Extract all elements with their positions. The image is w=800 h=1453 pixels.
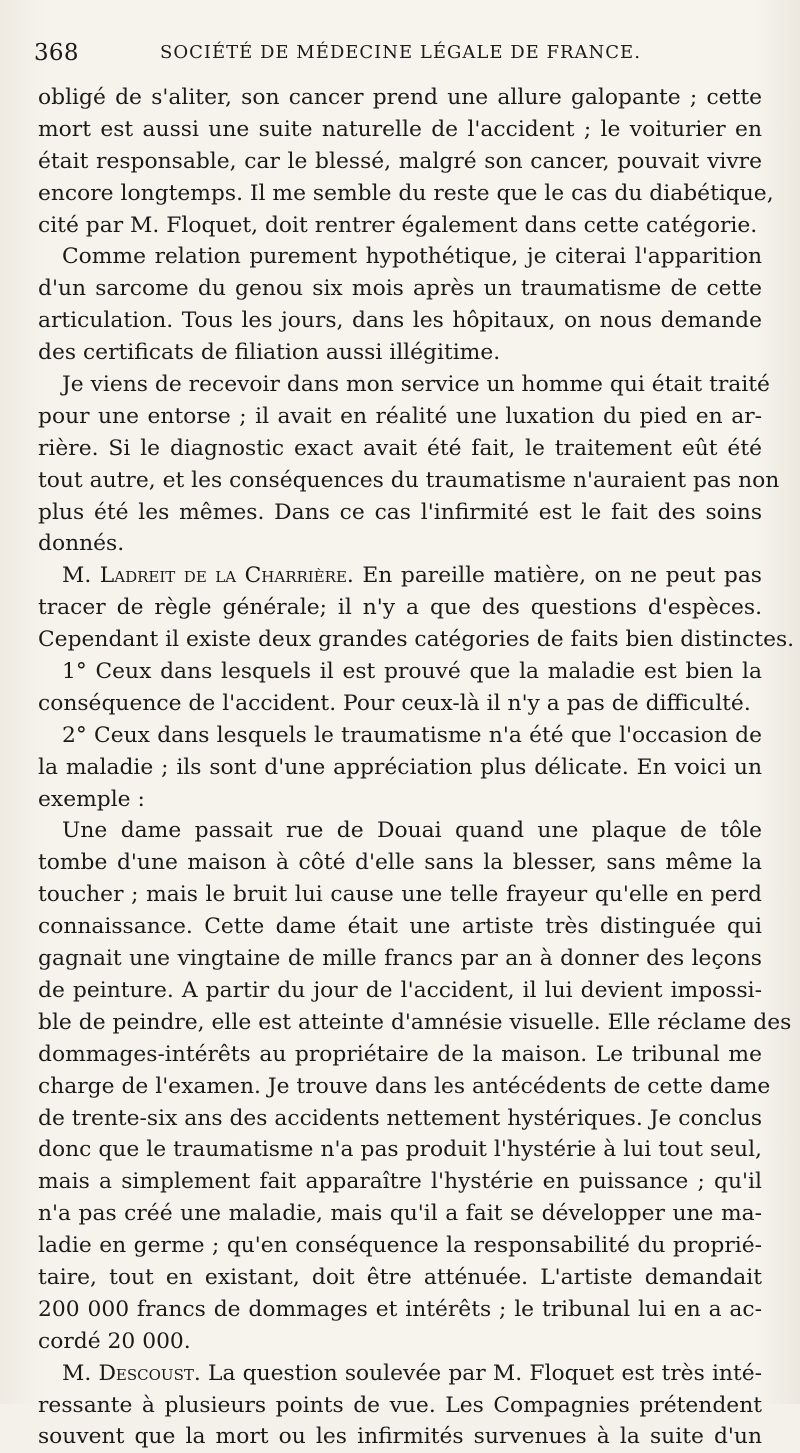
text-line: pour une entorse ; il avait en réalité une luxation du pied en ar-	[38, 403, 762, 429]
text-line: toucher ; mais le bruit lui cause une telle frayeur qu'elle en perd	[38, 882, 762, 908]
text-line: tombe d'une maison à côté d'elle sans la blesser, sans même la	[38, 850, 762, 876]
text-line: donnés.	[38, 531, 125, 557]
text-line: 200 000 francs de dommages et intérêts ; le tribunal lui en a ac-	[38, 1296, 762, 1322]
speaker-name: M. Descoust.	[62, 1360, 201, 1386]
text-line: tout autre, et les conséquences du traumatisme n'auraient pas non	[38, 467, 780, 493]
text-line: articulation. Tous les jours, dans les hôpitaux, on nous demande	[38, 308, 762, 334]
text-line: taire, tout en existant, doit être atténuée. L'artiste demandait	[38, 1264, 762, 1290]
line-text: La question soulevée par M. Floquet est très inté-	[200, 1360, 762, 1386]
text-line: donc que le traumatisme n'a pas produit l'hystérie à lui tout seul,	[38, 1137, 762, 1163]
text-line	[38, 1358, 762, 1390]
text-line: la maladie ; ils sont d'une appréciation plus délicate. En voici un	[38, 754, 762, 780]
text-line: tracer de règle générale; il n'y a que des questions d'espèces.	[38, 595, 762, 621]
text-line: n'a pas créé une maladie, mais qu'il a fait se développer une ma-	[38, 1201, 762, 1227]
text-line	[38, 560, 762, 592]
text-line: d'un sarcome du genou six mois après un traumatisme de cette	[38, 276, 762, 302]
text-line: Je viens de recevoir dans mon service un homme qui était traité	[62, 372, 770, 398]
text-line: ressante à plusieurs points de vue. Les Compagnies prétendent	[38, 1392, 762, 1418]
text-line: Une dame passait rue de Douai quand une plaque de tôle	[62, 818, 762, 844]
line-text: En pareille matière, on ne peut pas	[353, 563, 762, 589]
speaker-name: M. Ladreit de la Charrière.	[62, 563, 354, 589]
text-line: était responsable, car le blessé, malgré son cancer, pouvait vivre	[38, 148, 762, 174]
text-line: mort est aussi une suite naturelle de l'accident ; le voiturier en	[38, 116, 762, 142]
running-title: SOCIÉTÉ DE MÉDECINE LÉGALE DE FRANCE.	[160, 42, 641, 63]
text-line: encore longtemps. Il me semble du reste que le cas du diabétique,	[38, 180, 774, 206]
text-line: de trente-six ans des accidents nettement hystériques. Je conclus	[38, 1105, 763, 1131]
text-line: cité par M. Floquet, doit rentrer également dans cette catégorie.	[38, 212, 758, 238]
text-line: 1° Ceux dans lesquels il est prouvé que la maladie est bien la	[62, 659, 762, 685]
text-line: 2° Ceux dans lesquels le traumatisme n'a été que l'occasion de	[62, 722, 762, 748]
text-line: conséquence de l'accident. Pour ceux-là il n'y a pas de difficulté.	[38, 690, 751, 716]
text-line: plus été les mêmes. Dans ce cas l'infirmité est le fait des soins	[38, 499, 762, 525]
text-line: de peinture. A partir du jour de l'accident, il lui devient impossi-	[38, 977, 762, 1003]
text-line: charge de l'examen. Je trouve dans les antécédents de cette dame	[38, 1073, 771, 1099]
text-line: cordé 20 000.	[38, 1328, 191, 1354]
text-line: connaissance. Cette dame était une artiste très distinguée qui	[38, 914, 762, 940]
text-line: dommages-intérêts au propriétaire de la maison. Le tribunal me	[38, 1041, 762, 1067]
text-line: Comme relation purement hypothétique, je citerai l'apparition	[62, 244, 762, 270]
text-line: ble de peindre, elle est atteinte d'amnésie visuelle. Elle réclame des	[38, 1009, 792, 1035]
body-text	[38, 82, 795, 1453]
page-number: 368	[34, 40, 79, 66]
text-line: obligé de s'aliter, son cancer prend une allure galopante ; cette	[38, 85, 762, 110]
text-line: gagnait une vingtaine de mille francs par an à donner des leçons	[38, 946, 762, 972]
text-line: souvent que la mort ou les infirmités survenues à la suite d'un	[38, 1424, 762, 1450]
text-line: des certificats de filiation aussi illégitime.	[38, 340, 501, 366]
text-line: Cependant il existe deux grandes catégories de faits bien distinctes.	[38, 627, 795, 653]
text-line: exemple :	[38, 786, 145, 812]
text-line: mais a simplement fait apparaître l'hystérie en puissance ; qu'il	[38, 1169, 762, 1195]
text-line: rière. Si le diagnostic exact avait été fait, le traitement eût été	[38, 435, 762, 461]
page-header	[34, 40, 760, 72]
text-line: ladie en germe ; qu'en conséquence la responsabilité du proprié-	[38, 1233, 762, 1259]
